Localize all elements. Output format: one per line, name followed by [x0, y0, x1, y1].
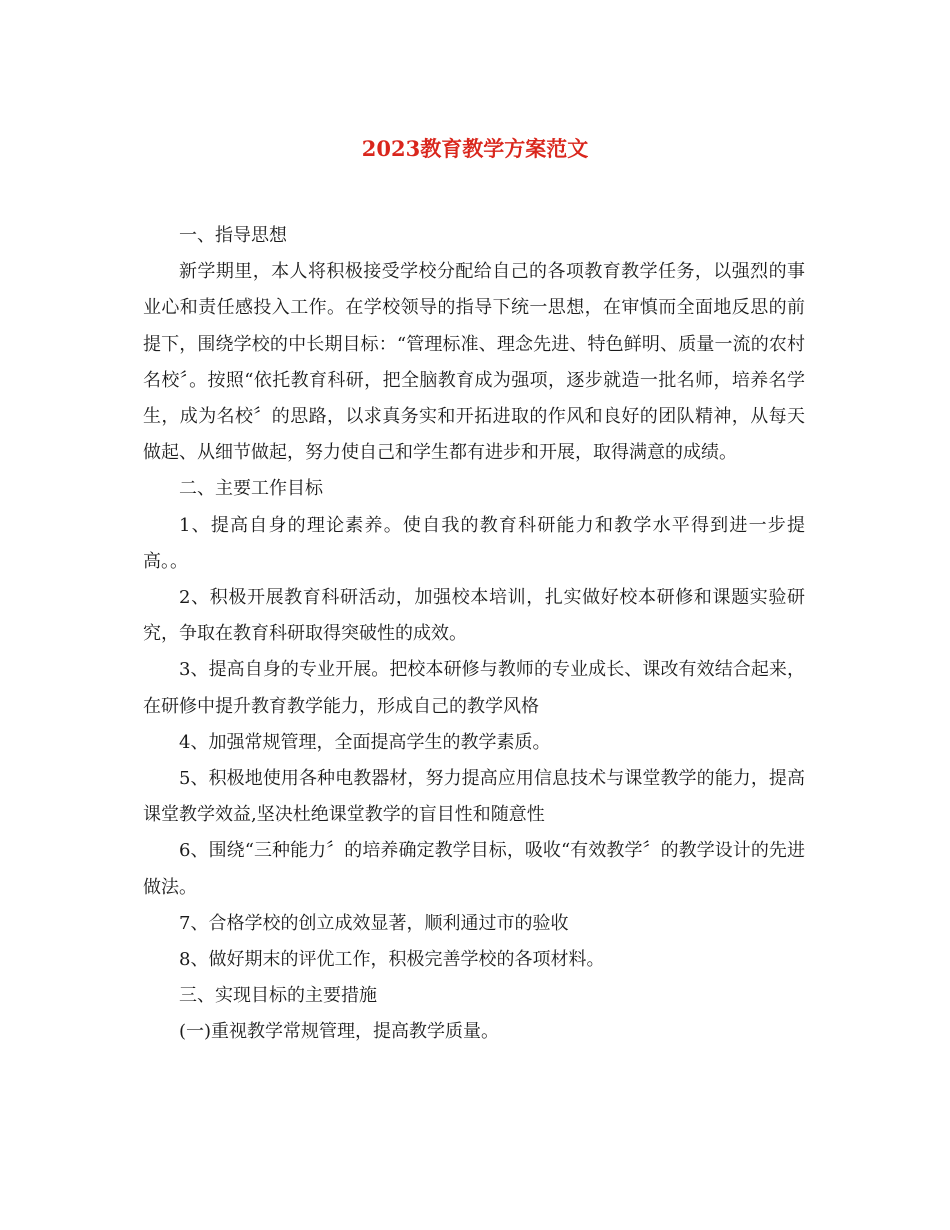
goal-item-3: 3、提高自身的专业开展。把校本研修与教师的专业成长、课改有效结合起来，在研修中提升教育教学能力，形成自己的教学风格 [143, 659, 805, 717]
paragraph-guiding-thought: 新学期里，本人将积极接受学校分配给自己的各项教育教学任务，以强烈的事业心和责任感投入工作。在学校领导的指导下统一思想，在审慎而全面地反思的前提下，围绕学校的中长期目标：“管理标准、理念先进、特色鲜明、质量一流的农村名校〞。按照“依托教育科研，把全脑教育成为强项，逐步就造一批名师，培养名学生，成为名校〞的思路，以求真务实和开拓进取的作风和良好的团队精神，从每天做起、从细节做起，努力使自己和学生都有进步和开展，取得满意的成绩。 [143, 261, 805, 464]
measure-item-1: (一)重视教学常规管理，提高教学质量。 [179, 1021, 500, 1043]
document-title: 2023教育教学方案范文 [361, 136, 589, 161]
heading-main-goals: 二、主要工作目标 [179, 478, 323, 500]
goal-item-2: 2、积极开展教育科研活动，加强校本培训，扎实做好校本研修和课题实验研究，争取在教育科研取得突破性的成效。 [143, 587, 805, 645]
heading-guiding-thought: 一、指导思想 [179, 225, 287, 246]
heading-measures: 三、实现目标的主要措施 [179, 985, 377, 1007]
document-body [143, 218, 805, 1051]
goal-item-8: 8、做好期末的评优工作，积极完善学校的各项材料。 [179, 949, 605, 971]
goal-item-6: 6、围绕“三种能力〞的培养确定教学目标，吸收“有效教学〞的教学设计的先进做法。 [143, 840, 805, 898]
goal-item-1: 1、提高自身的理论素养。使自我的教育科研能力和教学水平得到进一步提高。。 [143, 514, 805, 572]
goal-item-4: 4、加强常规管理，全面提高学生的教学素质。 [179, 731, 551, 753]
goal-item-7: 7、合格学校的创立成效显著，顺利通过市的验收 [179, 912, 569, 934]
goal-item-5: 5、积极地使用各种电教器材，努力提高应用信息技术与课堂教学的能力，提高课堂教学效益,坚决杜绝课堂教学的盲目性和随意性 [143, 768, 805, 826]
